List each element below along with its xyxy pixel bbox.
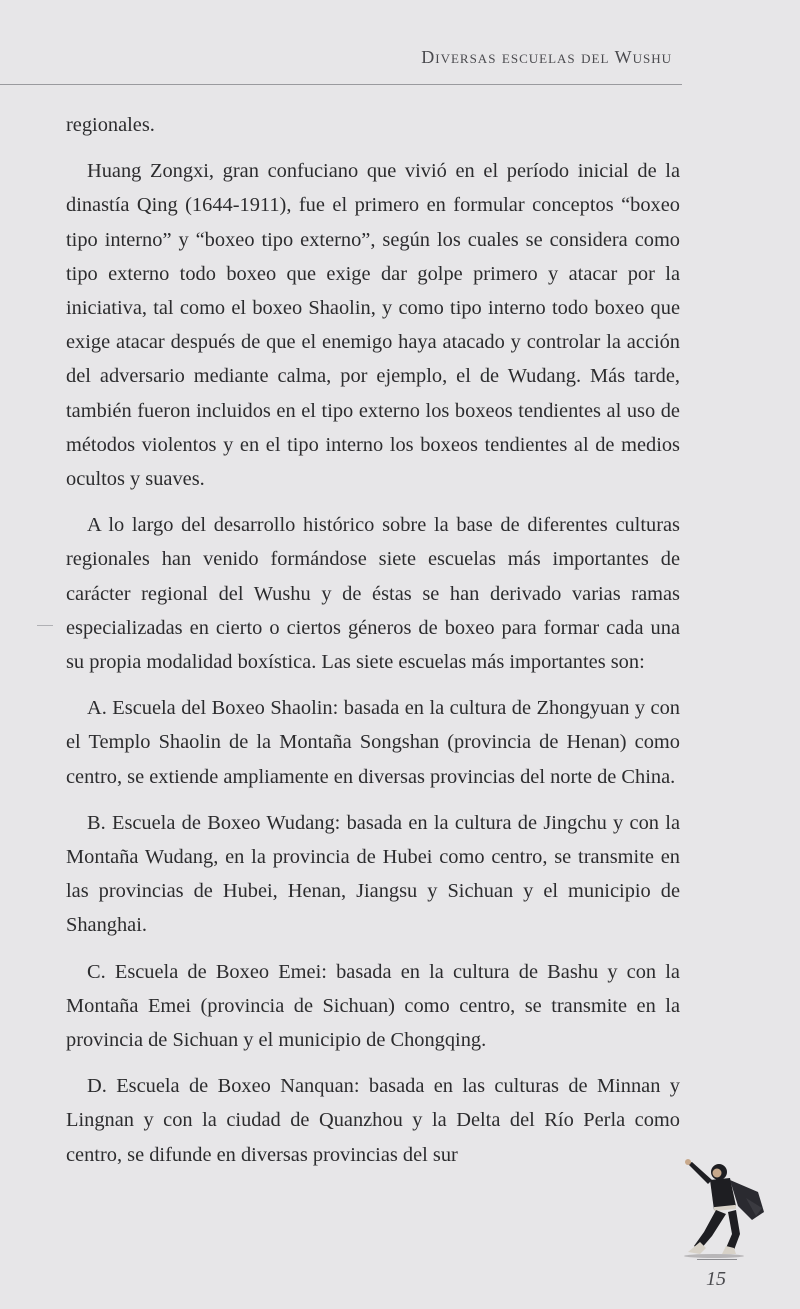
margin-mark bbox=[37, 625, 53, 626]
paragraph-continuation: regionales. bbox=[66, 114, 155, 136]
header-rule bbox=[0, 84, 682, 85]
running-head: Diversas escuelas del Wushu bbox=[421, 47, 672, 67]
paragraph-school-b: B. Escuela de Boxeo Wudang: basada en la cultura de Jingchu y con la Montaña Wudang, en la provincia de Hubei como centro, se transmite en las provincias de Hubei, Henan, Jiangsu y Sichuan y el municipio de Shanghai. bbox=[66, 811, 680, 937]
paragraph-school-a: A. Escuela del Boxeo Shaolin: basada en la cultura de Zhongyuan y con el Templo Shaolin de la Montaña Songshan (provincia de Henan) como centro, se extiende ampliamente en diversas provincias del norte de China. bbox=[66, 697, 680, 788]
body-text bbox=[66, 108, 680, 1172]
paragraph-huang-zongxi: Huang Zongxi, gran confuciano que vivió en el período inicial de la dinastía Qing (1644-1911), fue el primero en formular conceptos “boxeo tipo interno” y “boxeo tipo externo”, según los cuales se considera como tipo externo todo boxeo que exige dar golpe primero y atacar por la iniciativa, tal como el boxeo Shaolin, y como tipo interno todo boxeo que exige atacar después de que el enemigo haya atacado y controlar la acción del adversario mediante calma, por ejemplo, el de Wudang. Más tarde, también fueron incluidos en el tipo externo los boxeos tendientes al uso de métodos violentos y en el tipo interno los boxeos tendientes al de medios ocultos y suaves. bbox=[66, 160, 680, 491]
page-number: 15 bbox=[706, 1268, 726, 1290]
paragraph-seven-schools: A lo largo del desarrollo histórico sobre la base de diferentes culturas regionales han venido formándose siete escuelas más importantes de carácter regional del Wushu y de éstas se han derivado varias ramas especializadas en cierto o ciertos géneros de boxeo para formar cada una su propia modalidad boxística. Las siete escuelas más importantes son: bbox=[66, 514, 680, 674]
martial-artist-figure-icon bbox=[674, 1150, 774, 1260]
paragraph-school-c: C. Escuela de Boxeo Emei: basada en la cultura de Bashu y con la Montaña Emei (provincia de Sichuan) como centro, se transmite en la provincia de Sichuan y el municipio de Chongqing. bbox=[66, 960, 680, 1052]
folio-rule bbox=[697, 1259, 737, 1260]
paragraph-school-d: D. Escuela de Boxeo Nanquan: basada en las culturas de Minnan y Lingnan y con la ciudad de Quanzhou y la Delta del Río Perla como centro, se difunde en diversas provincias del sur bbox=[66, 1075, 680, 1166]
